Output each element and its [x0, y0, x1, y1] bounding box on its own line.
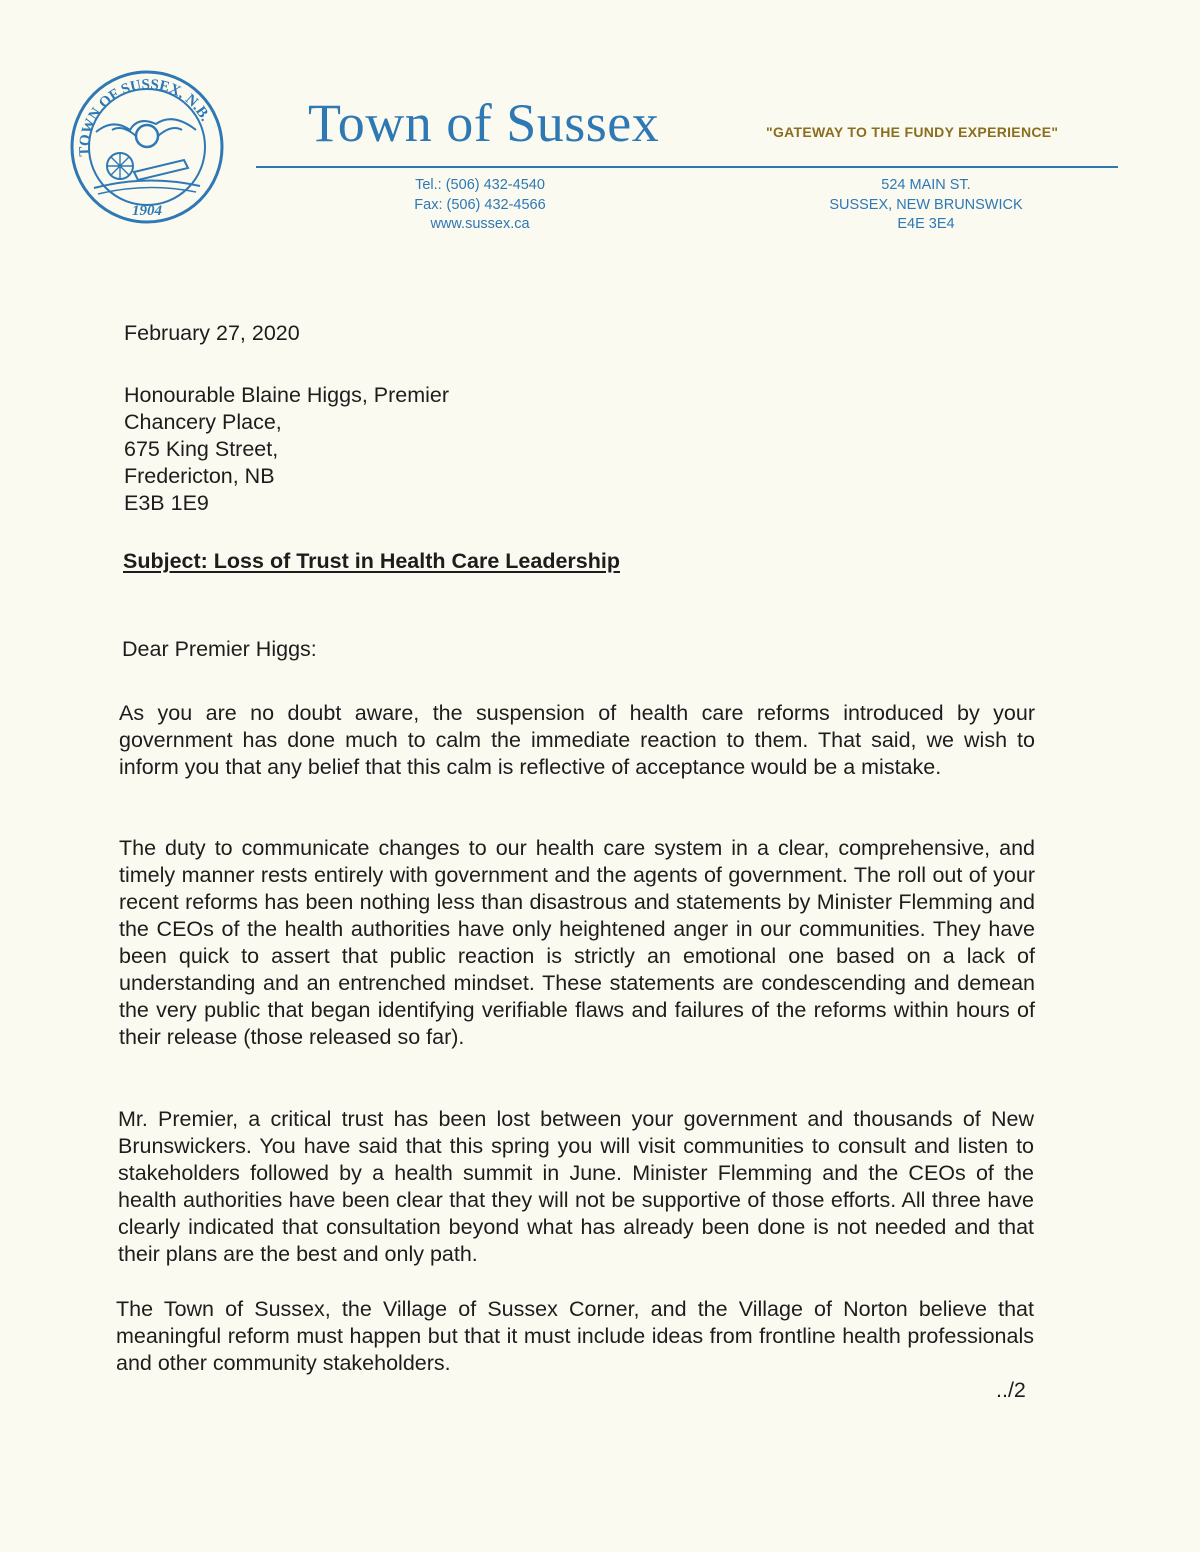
- contact-phone-block: [350, 176, 610, 235]
- body-paragraph: Mr. Premier, a critical trust has been lost between your government and thousands of New Brunswickers. You have said that this spring you will visit communities to consult and listen to stakeholders followed by a health summit in June. Minister Flemming and the CEOs of the health authorities have been clear that they will not be supportive of those efforts. All three have clearly indicated that consultation beyond what has already been done is not needed and that their plans are the best and only path.: [118, 1107, 1034, 1266]
- contact-tel: Tel.: (506) 432-4540: [415, 177, 545, 193]
- recipient-name: Honourable Blaine Higgs, Premier: [124, 383, 450, 407]
- recipient-line: Chancery Place,: [124, 410, 282, 434]
- seal-emblem-icon: [68, 68, 226, 226]
- seal-year: 1904: [132, 203, 162, 219]
- body-paragraph: As you are no doubt aware, the suspension of health care reforms introduced by your government has done much to calm the immediate reaction to them. That said, we wish to inform you that any belief that this calm is reflective of acceptance would be a mistake.: [119, 701, 1035, 779]
- contact-address-block: [796, 176, 1056, 235]
- address-street: 524 MAIN ST.: [881, 177, 971, 193]
- recipient-line: Fredericton, NB: [124, 464, 275, 488]
- letterhead-divider: [256, 166, 1118, 168]
- letter-date: February 27, 2020: [124, 321, 300, 345]
- address-city: SUSSEX, NEW BRUNSWICK: [829, 196, 1023, 213]
- recipient-line: 675 King Street,: [124, 437, 279, 461]
- contact-website: www.sussex.ca: [430, 216, 530, 232]
- letter-subject: Subject: Loss of Trust in Health Care Leadership: [123, 549, 620, 573]
- body-paragraph: The Town of Sussex, the Village of Sussex Corner, and the Village of Norton believe that meaningful reform must happen but that it must include ideas from frontline health professionals and other community stakeholders.: [116, 1297, 1034, 1375]
- recipient-address: [124, 382, 449, 517]
- recipient-line: E3B 1E9: [124, 491, 209, 515]
- letter-salutation: Dear Premier Higgs:: [122, 637, 317, 661]
- letterhead-slogan: "GATEWAY TO THE FUNDY EXPERIENCE": [766, 124, 1059, 140]
- town-seal: [68, 68, 226, 226]
- body-paragraph: The duty to communicate changes to our health care system in a clear, comprehensive, and timely manner rests entirely with government and the agents of government. The roll out of your recent reforms has been nothing less than disastrous and statements by Minister Flemming and the CEOs of the health authorities have only heightened anger in our communities. They have been quick to assert that public reaction is strictly an emotional one based on a lack of understanding and an entrenched mindset. These statements are condescending and demean the very public that began identifying verifiable flaws and failures of the reforms within hours of their release (those released so far).: [119, 836, 1035, 1049]
- contact-fax: Fax: (506) 432-4566: [414, 196, 546, 213]
- address-postal: E4E 3E4: [897, 216, 955, 232]
- page-continuation-marker: ../2: [996, 1378, 1026, 1402]
- letterhead-title: Town of Sussex: [308, 93, 660, 153]
- seal-arc-text: TOWN OF SUSSEX, N.B.: [76, 76, 214, 157]
